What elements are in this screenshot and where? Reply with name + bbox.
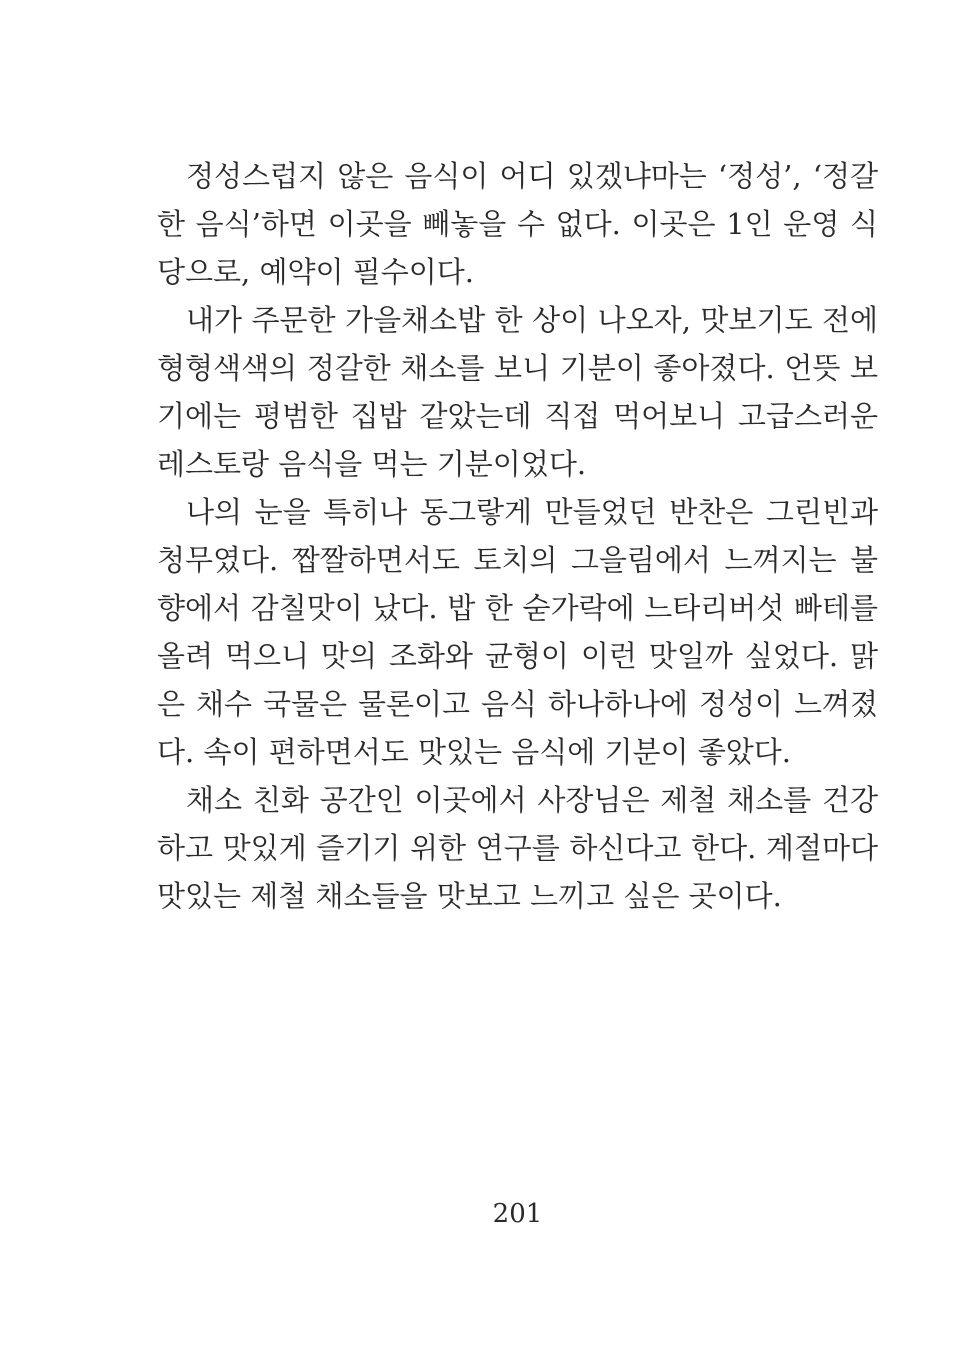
paragraph-2: 내가 주문한 가을채소밥 한 상이 나오자, 맛보기도 전에 형형색색의 정갈한 채소를 보니 기분이 좋아졌다. 언뜻 보기에는 평범한 집밥 같았는데 직접 먹어보니 고급스러운 레스토랑 음식을 먹는 기분이었다. [157, 303, 878, 481]
body-text [157, 152, 878, 920]
paragraph-1: 정성스럽지 않은 음식이 어디 있겠냐마는 ‘정성’, ‘정갈한 음식’하면 이곳을 빼놓을 수 없다. 이곳은 1인 운영 식당으로, 예약이 필수이다. [157, 159, 878, 289]
paragraph-3: 나의 눈을 특히나 동그랗게 만들었던 반찬은 그린빈과 청무였다. 짭짤하면서도 토치의 그을림에서 느껴지는 불향에서 감칠맛이 났다. 밥 한 숟가락에 느타리버섯 빠테를 올려 먹으니 맛의 조화와 균형이 이런 맛일까 싶었다. 맑은 채수 국물은 물론이고 음식 하나하나에 정성이 느껴졌다. 속이 편하면서도 맛있는 음식에 기분이 좋았다. [157, 495, 878, 769]
paragraph-4: 채소 친화 공간인 이곳에서 사장님은 제철 채소를 건강하고 맛있게 즐기기 위한 연구를 하신다고 한다. 계절마다 맛있는 제철 채소들을 맛보고 느끼고 싶은 곳이다. [157, 783, 878, 913]
page-number: 201 [492, 1199, 543, 1229]
page-footer [157, 1198, 878, 1230]
